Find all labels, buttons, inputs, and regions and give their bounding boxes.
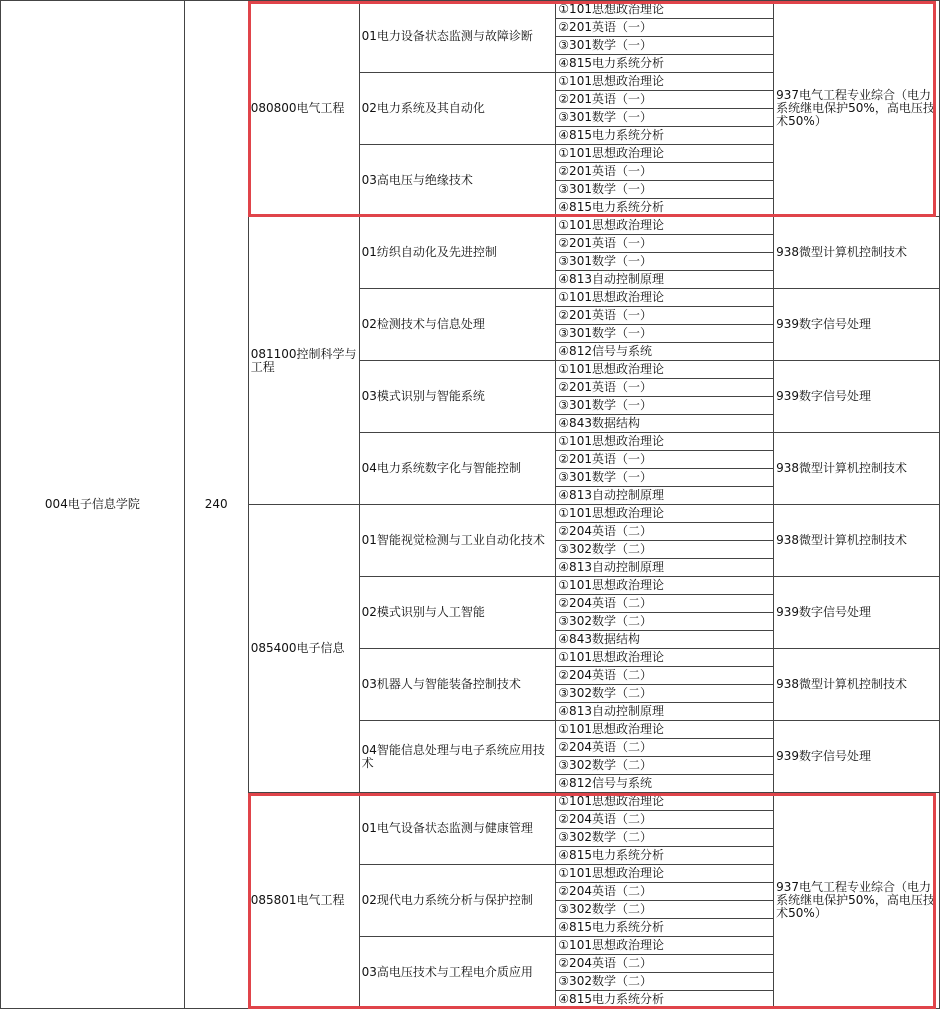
retest-cell: 939数字信号处理 xyxy=(774,289,940,361)
subject-cell: ③301数学（一） xyxy=(556,325,774,343)
subject-cell: ③301数学（一） xyxy=(556,469,774,487)
subject-cell: ①101思想政治理论 xyxy=(556,73,774,91)
subject-cell: ③302数学（二） xyxy=(556,973,774,991)
table-row xyxy=(1,1,940,19)
subject-cell: ②204英语（二） xyxy=(556,811,774,829)
subject-cell: ②204英语（二） xyxy=(556,523,774,541)
direction-cell: 01电气设备状态监测与健康管理 xyxy=(359,793,556,865)
direction-cell: 01智能视觉检测与工业自动化技术 xyxy=(359,505,556,577)
subject-cell: ①101思想政治理论 xyxy=(556,1,774,19)
subject-cell: ①101思想政治理论 xyxy=(556,217,774,235)
direction-cell: 04智能信息处理与电子系统应用技术 xyxy=(359,721,556,793)
subject-cell: ①101思想政治理论 xyxy=(556,289,774,307)
subject-cell: ①101思想政治理论 xyxy=(556,505,774,523)
subject-cell: ②201英语（一） xyxy=(556,19,774,37)
subject-cell: ③302数学（二） xyxy=(556,757,774,775)
subject-cell: ②204英语（二） xyxy=(556,667,774,685)
retest-cell: 938微型计算机控制技术 xyxy=(774,505,940,577)
subject-cell: ③301数学（一） xyxy=(556,397,774,415)
subject-cell: ④813自动控制原理 xyxy=(556,703,774,721)
direction-cell: 03高电压技术与工程电介质应用 xyxy=(359,937,556,1009)
subject-cell: ④815电力系统分析 xyxy=(556,991,774,1009)
subject-cell: ②204英语（二） xyxy=(556,883,774,901)
subject-cell: ④815电力系统分析 xyxy=(556,55,774,73)
subject-cell: ③302数学（二） xyxy=(556,685,774,703)
direction-cell: 04电力系统数字化与智能控制 xyxy=(359,433,556,505)
subject-cell: ④812信号与系统 xyxy=(556,343,774,361)
direction-cell: 03高电压与绝缘技术 xyxy=(359,145,556,217)
subject-cell: ①101思想政治理论 xyxy=(556,721,774,739)
subject-cell: ①101思想政治理论 xyxy=(556,577,774,595)
subject-cell: ④815电力系统分析 xyxy=(556,199,774,217)
subject-cell: ②201英语（一） xyxy=(556,307,774,325)
subject-cell: ①101思想政治理论 xyxy=(556,793,774,811)
subject-cell: ③302数学（二） xyxy=(556,901,774,919)
retest-cell: 939数字信号处理 xyxy=(774,577,940,649)
major-cell: 080800电气工程 xyxy=(248,1,359,217)
retest-cell: 938微型计算机控制技术 xyxy=(774,217,940,289)
direction-cell: 01纺织自动化及先进控制 xyxy=(359,217,556,289)
retest-cell: 939数字信号处理 xyxy=(774,361,940,433)
subject-cell: ④843数据结构 xyxy=(556,631,774,649)
subject-cell: ②201英语（一） xyxy=(556,163,774,181)
direction-cell: 02模式识别与人工智能 xyxy=(359,577,556,649)
subject-cell: ②201英语（一） xyxy=(556,235,774,253)
subject-cell: ①101思想政治理论 xyxy=(556,937,774,955)
subject-cell: ②204英语（二） xyxy=(556,955,774,973)
subject-cell: ④813自动控制原理 xyxy=(556,559,774,577)
direction-cell: 02现代电力系统分析与保护控制 xyxy=(359,865,556,937)
subject-cell: ③302数学（二） xyxy=(556,541,774,559)
retest-cell: 937电气工程专业综合（电力系统继电保护50%，高电压技术50%） xyxy=(774,793,940,1009)
enrollment-cell: 240 xyxy=(184,1,248,1009)
subject-cell: ④843数据结构 xyxy=(556,415,774,433)
direction-cell: 02检测技术与信息处理 xyxy=(359,289,556,361)
retest-cell: 938微型计算机控制技术 xyxy=(774,433,940,505)
major-cell: 081100控制科学与工程 xyxy=(248,217,359,505)
subject-cell: ④815电力系统分析 xyxy=(556,847,774,865)
direction-cell: 03机器人与智能装备控制技术 xyxy=(359,649,556,721)
college-cell: 004电子信息学院 xyxy=(1,1,185,1009)
subject-cell: ②204英语（二） xyxy=(556,595,774,613)
subject-cell: ③301数学（一） xyxy=(556,181,774,199)
subject-cell: ①101思想政治理论 xyxy=(556,361,774,379)
major-cell: 085400电子信息 xyxy=(248,505,359,793)
subject-cell: ②204英语（二） xyxy=(556,739,774,757)
subject-cell: ④813自动控制原理 xyxy=(556,487,774,505)
subject-cell: ④815电力系统分析 xyxy=(556,127,774,145)
subject-cell: ③301数学（一） xyxy=(556,109,774,127)
subject-cell: ③302数学（二） xyxy=(556,613,774,631)
direction-cell: 01电力设备状态监测与故障诊断 xyxy=(359,1,556,73)
subject-cell: ④815电力系统分析 xyxy=(556,919,774,937)
major-cell: 085801电气工程 xyxy=(248,793,359,1009)
subject-cell: ④812信号与系统 xyxy=(556,775,774,793)
retest-cell: 938微型计算机控制技术 xyxy=(774,649,940,721)
subject-cell: ①101思想政治理论 xyxy=(556,145,774,163)
direction-cell: 03模式识别与智能系统 xyxy=(359,361,556,433)
subject-cell: ①101思想政治理论 xyxy=(556,649,774,667)
subject-cell: ③301数学（一） xyxy=(556,37,774,55)
retest-cell: 939数字信号处理 xyxy=(774,721,940,793)
subject-cell: ③302数学（二） xyxy=(556,829,774,847)
subject-cell: ②201英语（一） xyxy=(556,379,774,397)
subject-cell: ①101思想政治理论 xyxy=(556,433,774,451)
subject-cell: ④813自动控制原理 xyxy=(556,271,774,289)
retest-cell: 937电气工程专业综合（电力系统继电保护50%，高电压技术50%） xyxy=(774,1,940,217)
direction-cell: 02电力系统及其自动化 xyxy=(359,73,556,145)
subject-cell: ③301数学（一） xyxy=(556,253,774,271)
subject-cell: ②201英语（一） xyxy=(556,91,774,109)
subject-cell: ①101思想政治理论 xyxy=(556,865,774,883)
subject-cell: ②201英语（一） xyxy=(556,451,774,469)
